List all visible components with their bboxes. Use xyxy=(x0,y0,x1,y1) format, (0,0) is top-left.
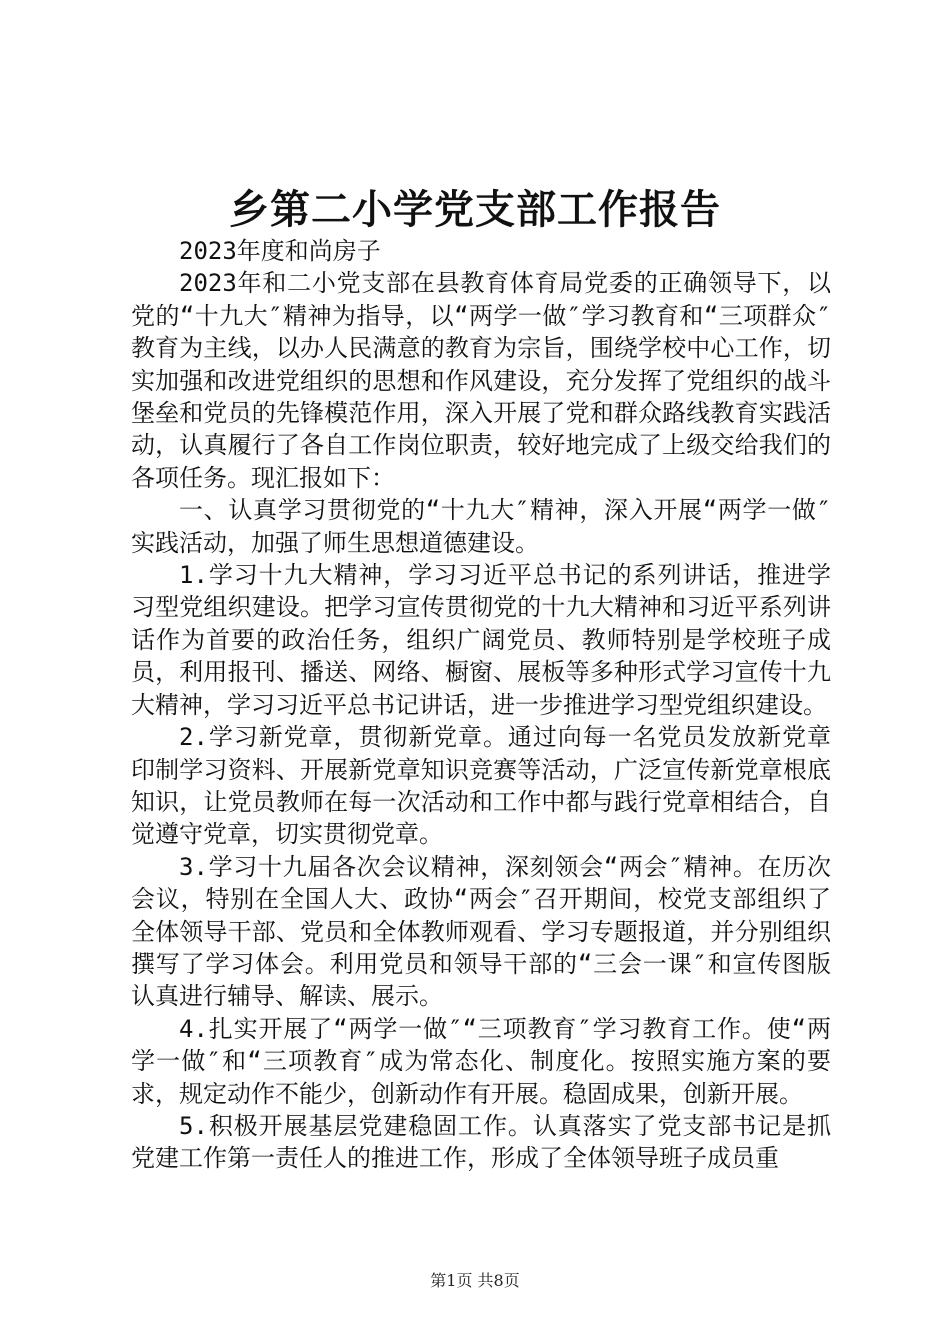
document-title: 乡第二小学党支部工作报告 xyxy=(229,186,721,233)
page-number: 第1页 共8页 xyxy=(430,1271,520,1290)
paragraph-item-1: 1.学习十九大精神，学习习近平总书记的系列讲话，推进学习型党组织建设。把学习宣传贯彻党的十九大精神和习近平系列讲话作为首要的政治任务，组织广阔党员、教师特别是学校班子成员，利用报刊、播送、网络、橱窗、展板等多种形式学习宣传十九大精神，学习习近平总书记讲话，进一步推进学习型党组织建设。 xyxy=(131,561,831,719)
paragraph-item-3: 3.学习十九届各次会议精神，深刻领会“两会″精神。在历次会议，特别在全国人大、政协“两会″召开期间，校党支部组织了全体领导干部、党员和全体教师观看、学习专题报道，并分别组织撰写了学习体会。利用党员和领导干部的“三会一课″和宣传图版认真进行辅导、解读、展示。 xyxy=(131,852,831,1011)
paragraph-intro: 2023年和二小党支部在县教育体育局党委的正确领导下，以党的“十九大″精神为指导，以“两学一做″学习教育和“三项群众″教育为主线，以办人民满意的教育为宗旨，围绕学校中心工作，切实加强和改进党组织的思想和作风建设，充分发挥了党组织的战斗堡垒和党员的先锋模范作用，深入开展了党和群众路线教育实践活动，认真履行了各自工作岗位职责，较好地完成了上级交给我们的各项任务。现汇报如下： xyxy=(131,269,831,492)
paragraph-item-2: 2.学习新党章，贯彻新党章。通过向每一名党员发放新党章印制学习资料、开展新党章知识竞赛等活动，广泛宣传新党章根底知识，让党员教师在每一次活动和工作中都与践行党章相结合，自觉遵守党章，切实贯彻党章。 xyxy=(131,723,831,849)
document-body xyxy=(131,235,831,1175)
paragraph-item-4: 4.扎实开展了“两学一做″“三项教育″学习教育工作。使“两学一做″和“三项教育″成为常态化、制度化。按照实施方案的要求，规定动作不能少，创新动作有开展。稳固成果，创新开展。 xyxy=(131,1014,831,1108)
paragraph-item-5: 5.积极开展基层党建稳固工作。认真落实了党支部书记是抓党建工作第一责任人的推进工作，形成了全体领导班子成员重 xyxy=(131,1111,831,1173)
paragraph-section-1: 一、认真学习贯彻党的“十九大″精神，深入开展“两学一做″实践活动，加强了师生思想道德建设。 xyxy=(131,496,831,557)
paragraph-subtitle: 2023年度和尚房子 xyxy=(179,237,381,265)
